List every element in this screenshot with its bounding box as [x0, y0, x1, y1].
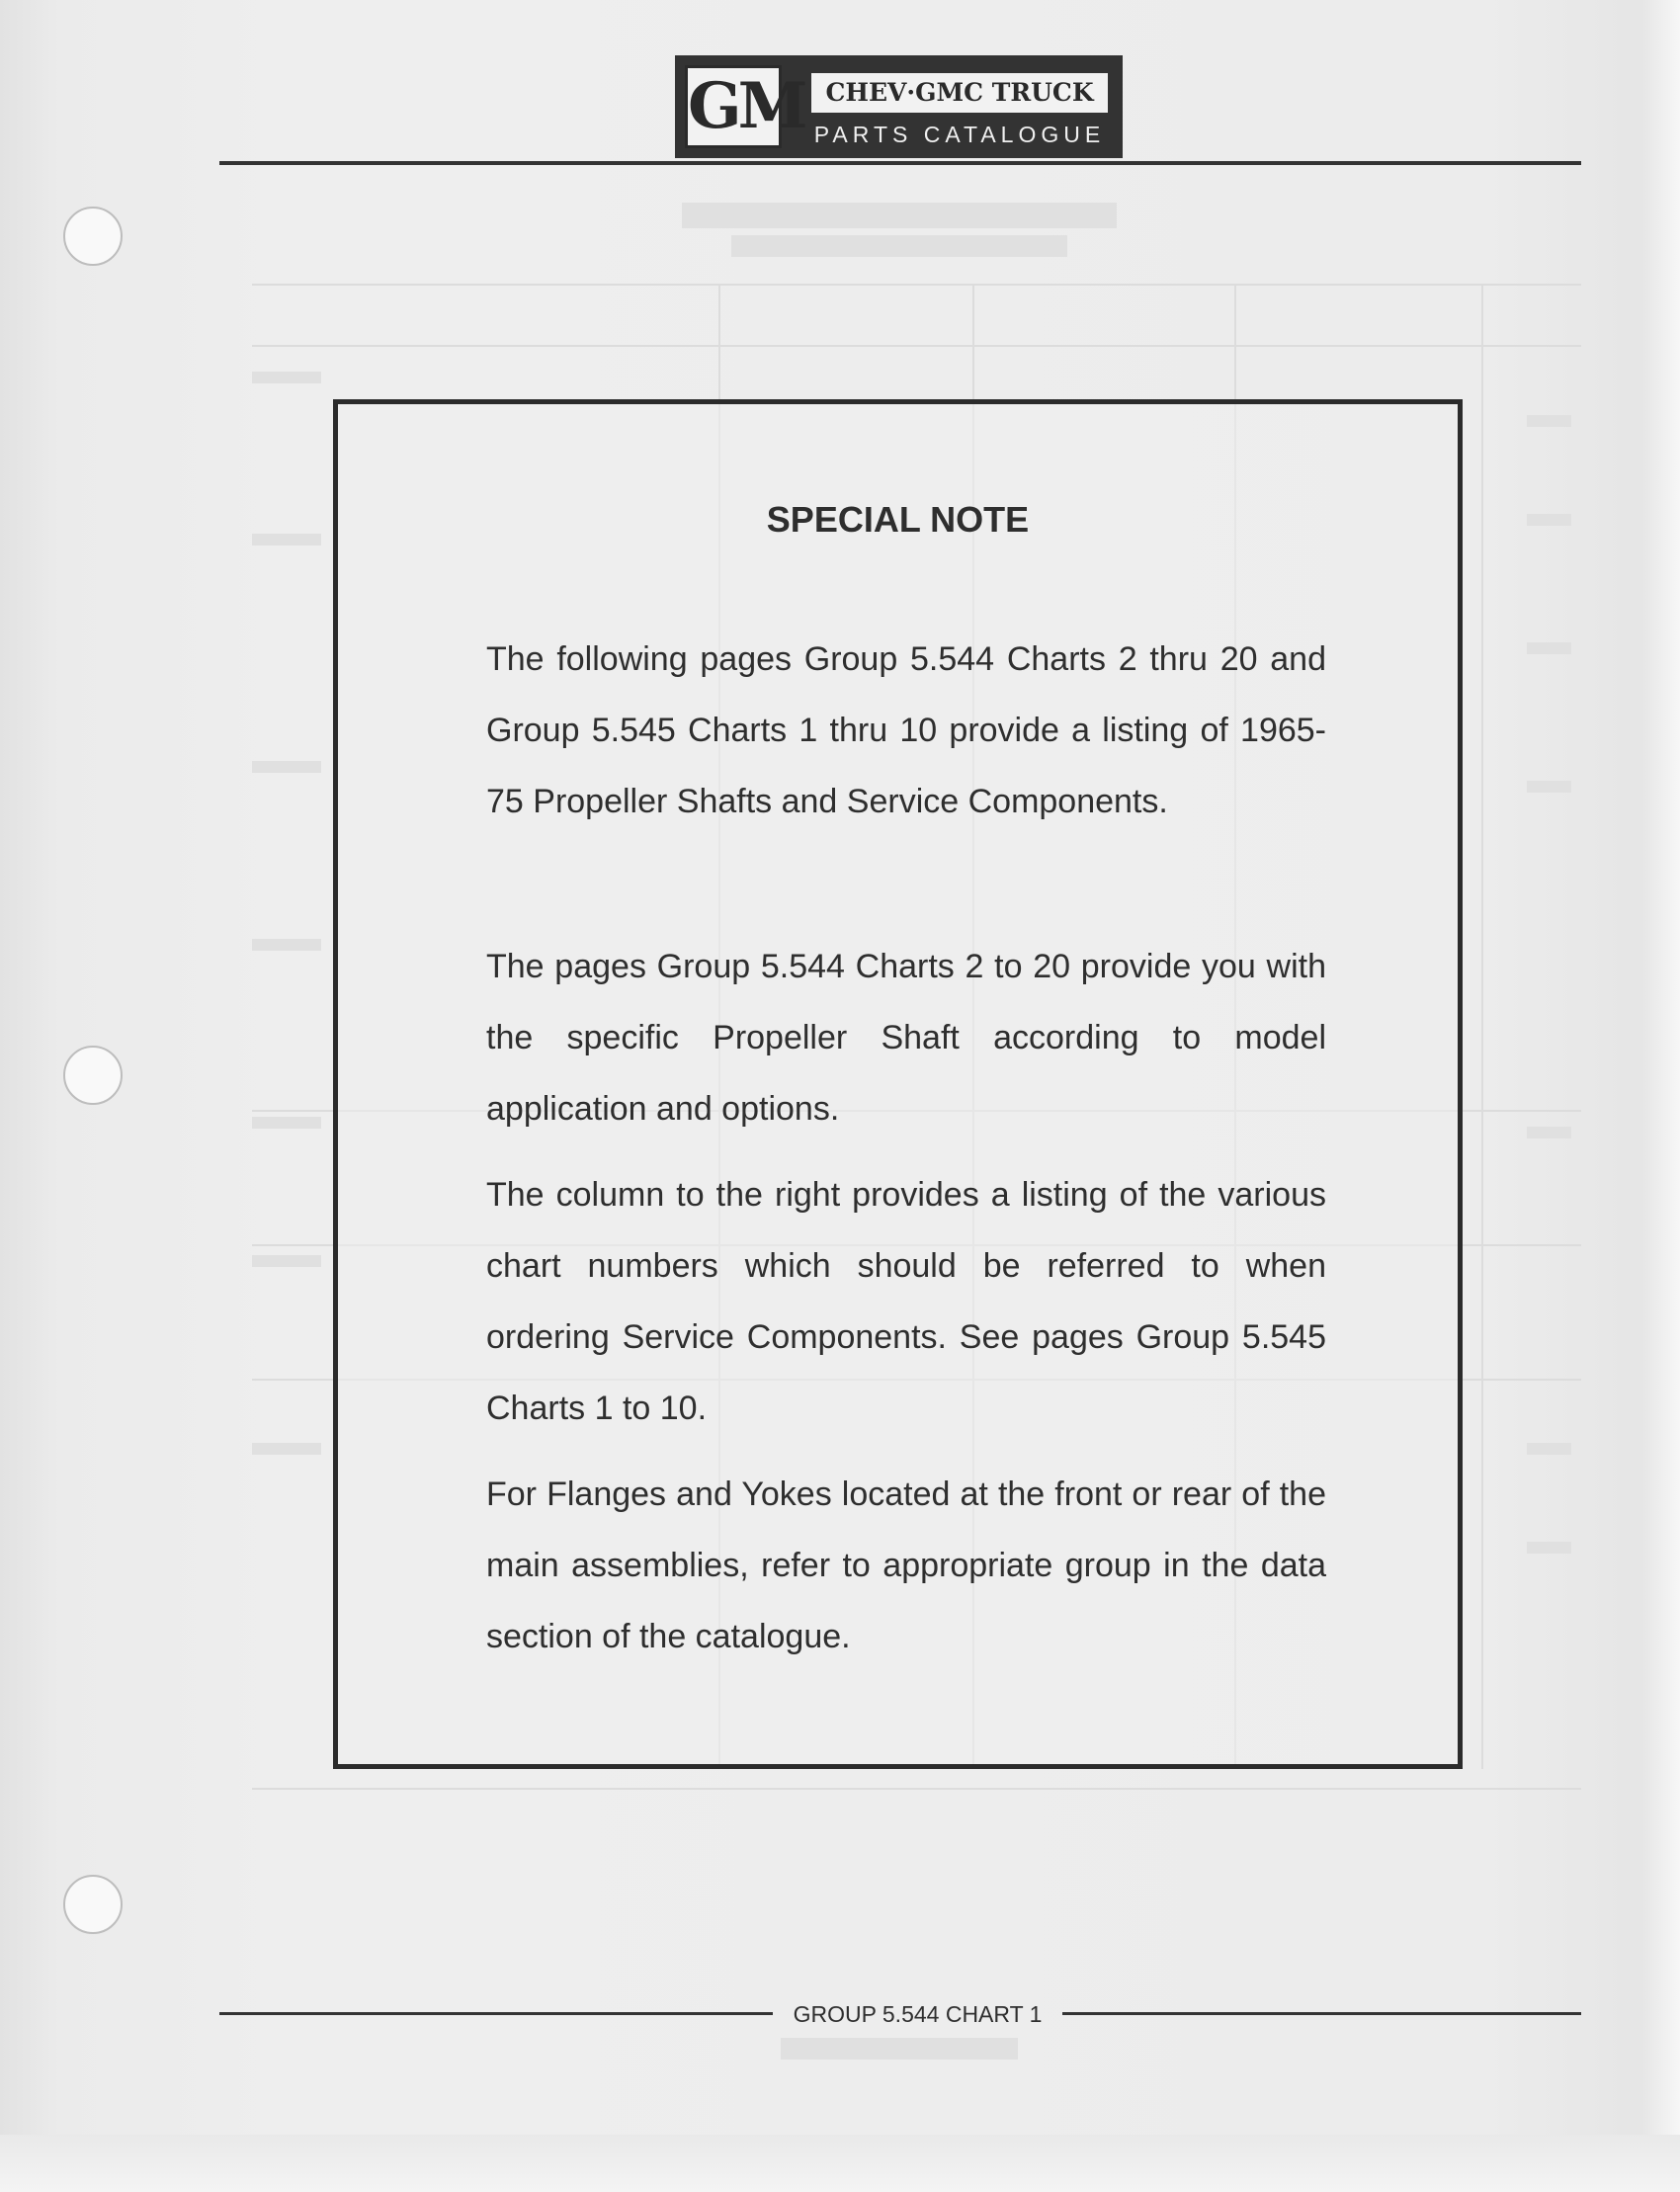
- footer-rule-left: [219, 2012, 773, 2015]
- note-paragraph-2: The pages Group 5.544 Charts 2 to 20 provide you with the specific Propeller Shaft according to model application and options.: [486, 948, 1326, 1128]
- footer-rule-right: [1062, 2012, 1581, 2015]
- logo-parts-catalogue: PARTS CATALOGUE: [813, 122, 1106, 147]
- punch-hole-top: [63, 207, 123, 266]
- note-title: SPECIAL NOTE: [766, 499, 1030, 540]
- gm-parts-catalogue-logo: [675, 55, 1123, 158]
- punch-hole-middle: [63, 1046, 123, 1105]
- logo-chev-gmc-truck: CHEV·GMC TRUCK: [811, 73, 1108, 113]
- note-paragraph-3: The column to the right provides a listing of the various chart numbers which should be referred to when ordering Service Components. See pages Group 5.545 Charts 1 to 10.: [486, 1176, 1326, 1427]
- page-bottom-shadow: [0, 2135, 1680, 2192]
- note-paragraph-4: For Flanges and Yokes located at the front or rear of the main assemblies, refer to appropriate group in the data section of the catalogue.: [486, 1475, 1326, 1655]
- page-edge-shadow: [1642, 0, 1680, 2192]
- punch-hole-bottom: [63, 1875, 123, 1934]
- gm-logo-mark: GM: [685, 65, 782, 148]
- footer-group-chart-label: GROUP 5.544 CHART 1: [793, 2001, 1043, 2027]
- special-note-box: [333, 399, 1463, 1769]
- header-rule: [219, 161, 1581, 165]
- note-paragraph-1: The following pages Group 5.544 Charts 2 thru 20 and Group 5.545 Charts 1 thru 10 provide a listing of 1965-75 Propeller Shafts and Service Components.: [486, 640, 1326, 820]
